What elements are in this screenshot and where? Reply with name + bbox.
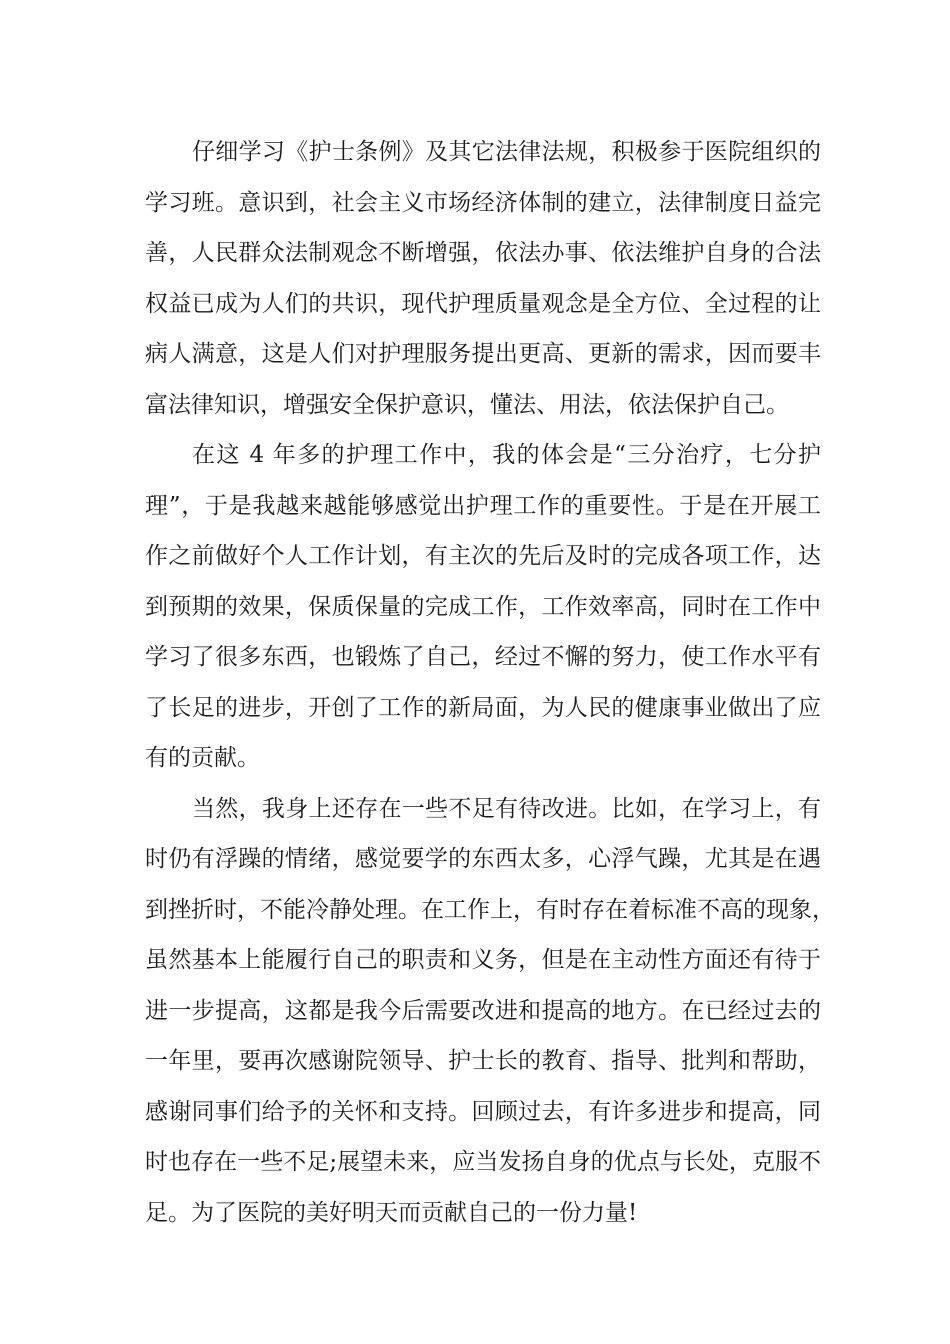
text-line: 在这 4 年多的护理工作中，我的体会是“三分治疗，七分护: [192, 442, 821, 468]
text-line: 虽然基本上能履行自己的职责和义务，但是在主动性方面还有待于: [145, 947, 821, 973]
text-line: 学习班。意识到，社会主义市场经济体制的建立，法律制度日益完: [145, 189, 821, 216]
text-line: 当然，我身上还存在一些不足有待改进。比如，在学习上，有: [192, 795, 821, 822]
paragraph-shortcomings: [145, 791, 835, 1246]
document-body: [145, 134, 835, 1245]
paragraph-nursing-experience: [145, 437, 821, 791]
text-line: 时仍有浮躁的情绪，感觉要学的东西太多，心浮气躁，尤其是在遇: [145, 846, 821, 872]
text-line: 权益已成为人们的共识，现代护理质量观念是全方位、全过程的让: [145, 290, 821, 317]
text-line: 善，人民群众法制观念不断增强，依法办事、依法维护自身的合法: [145, 240, 821, 266]
text-line: 仔细学习《护士条例》及其它法律法规，积极参于医院组织的: [192, 139, 821, 165]
text-line: 到挫折时，不能冷静处理。在工作上，有时存在着标准不高的现象，: [145, 896, 835, 923]
text-line: 足。为了医院的美好明天而贡献自己的一份力量!: [145, 1199, 638, 1226]
text-line: 感谢同事们给予的关怀和支持。回顾过去，有许多进步和提高，同: [145, 1098, 821, 1125]
text-line: 时也存在一些不足;展望未来，应当发扬自身的优点与长处，克服不: [145, 1149, 821, 1175]
paragraph-study-law: [145, 134, 821, 437]
text-line: 病人满意，这是人们对护理服务提出更高、更新的需求，因而要丰: [145, 341, 821, 367]
text-line: 理”，于是我越来越能够感觉出护理工作的重要性。于是在开展工: [145, 492, 821, 519]
text-line: 一年里，要再次感谢院领导、护士长的教育、指导、批判和帮助，: [145, 1048, 821, 1074]
text-line: 富法律知识，增强安全保护意识，懂法、用法，依法保护自己。: [145, 391, 789, 418]
text-line: 学习了很多东西，也锻炼了自己，经过不懈的努力，使工作水平有: [145, 644, 821, 670]
text-line: 有的贡献。: [145, 745, 260, 771]
text-line: 到预期的效果，保质保量的完成工作，工作效率高，同时在工作中: [145, 593, 821, 620]
text-line: 进一步提高，这都是我今后需要改进和提高的地方。在已经过去的: [145, 997, 821, 1024]
text-line: 作之前做好个人工作计划，有主次的先后及时的完成各项工作，达: [145, 543, 821, 569]
text-line: 了长足的进步，开创了工作的新局面，为人民的健康事业做出了应: [145, 694, 821, 721]
